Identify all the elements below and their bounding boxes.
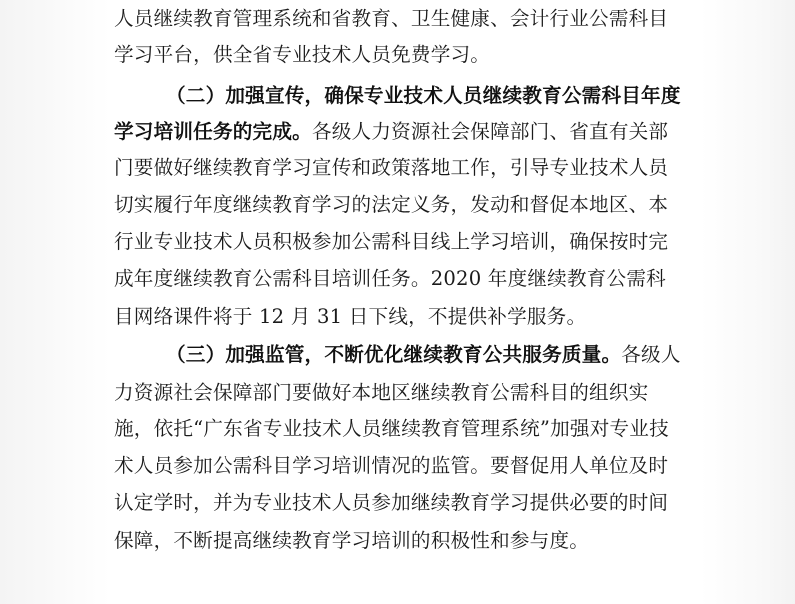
text-line: 保障，不断提高继续教育学习培训的积极性和参与度。: [114, 529, 590, 552]
text-line: 门要做好继续教育学习宣传和政策落地工作，引导专业技术人员: [114, 156, 669, 179]
text-line: 学习平台，供全省专业技术人员免费学习。: [114, 43, 491, 66]
section-heading-2: （二）加强宣传，确保专业技术人员继续教育公需科目年度: [166, 84, 681, 107]
text-line: 成年度继续教育公需科目培训任务。2020 年度继续教育公需科: [114, 267, 666, 290]
text-line: 术人员参加公需科目学习培训情况的监管。要督促用人单位及时: [114, 454, 669, 477]
text-line: 行业专业技术人员积极参加公需科目线上学习培训，确保按时完: [114, 230, 669, 253]
text-line: 认定学时，并为专业技术人员参加继续教育学习提供必要的时间: [114, 491, 669, 514]
text-span: 各级人: [621, 343, 681, 366]
text-line: 切实履行年度继续教育学习的法定义务，发动和督促本地区、本: [114, 193, 669, 216]
text-line: 施，依托“广东省专业技术人员继续教育管理系统”加强对专业技: [114, 417, 669, 440]
text-line: 人员继续教育管理系统和省教育、卫生健康、会计行业公需科目: [114, 7, 669, 30]
text-span: 各级人力资源社会保障部门、省直有关部: [311, 120, 669, 143]
text-line: 目网络课件将于 12 月 31 日下线，不提供补学服务。: [114, 305, 587, 328]
section-heading-2-cont: 学习培训任务的完成。: [114, 120, 312, 143]
section-heading-3: （三）加强监管，不断优化继续教育公共服务质量。: [166, 343, 622, 366]
text-line: [166, 340, 681, 370]
text-line: [114, 117, 668, 147]
text-line: 力资源社会保障部门要做好本地区继续教育公需科目的组织实: [114, 381, 649, 404]
